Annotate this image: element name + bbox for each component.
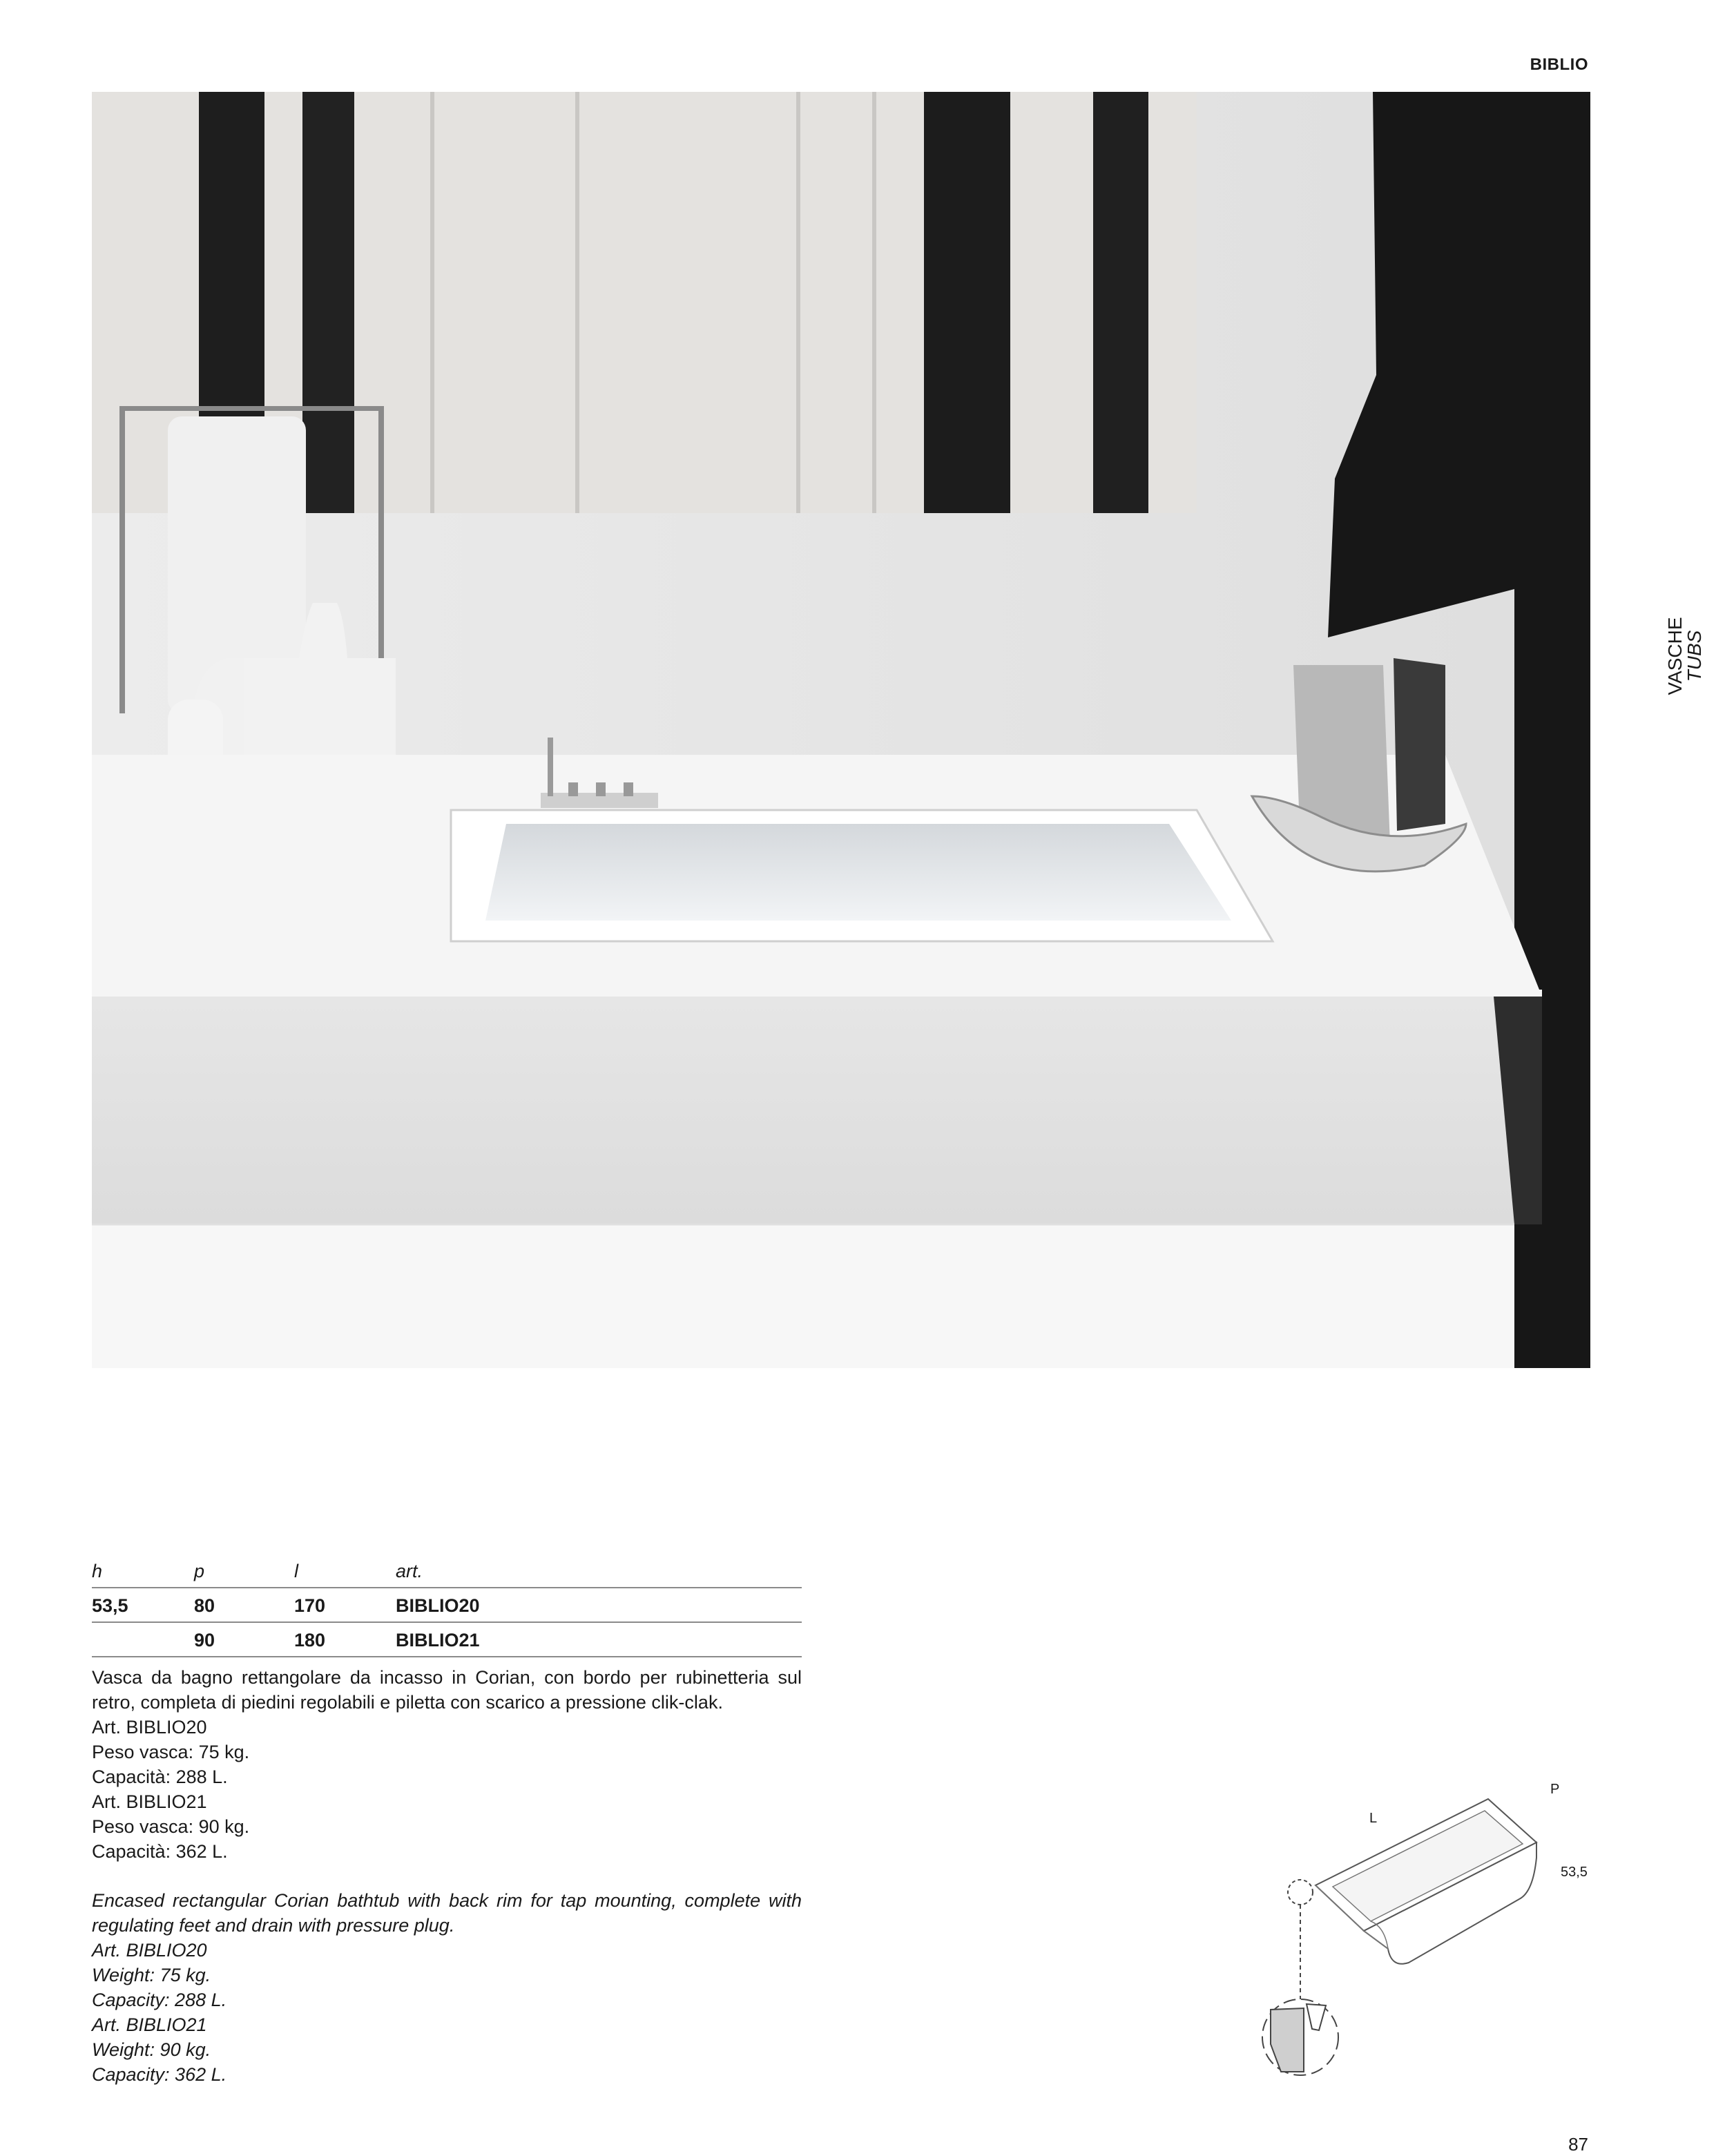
label-length: L xyxy=(1369,1811,1378,1826)
description-line: Weight: 75 kg. xyxy=(92,1965,211,1985)
description-italian xyxy=(92,1665,802,1864)
description-line: Peso vasca: 75 kg. xyxy=(92,1742,250,1762)
description-line: Art. BIBLIO21 xyxy=(92,2014,207,2035)
cell-h: 53,5 xyxy=(92,1595,128,1616)
description-line: Art. BIBLIO20 xyxy=(92,1717,207,1738)
section-tab-it: VASCHE xyxy=(1664,617,1686,695)
spec-table-header xyxy=(92,1554,802,1587)
page-number: 87 xyxy=(1568,2134,1588,2155)
spec-table xyxy=(92,1554,802,1657)
cell-p: 80 xyxy=(194,1595,215,1616)
description-line: Capacità: 362 L. xyxy=(92,1841,228,1862)
label-height: 53,5 xyxy=(1561,1865,1588,1880)
description-line: Art. BIBLIO20 xyxy=(92,1940,207,1961)
technical-diagram xyxy=(1250,1768,1616,2086)
description-line: Capacità: 288 L. xyxy=(92,1767,228,1787)
table-divider xyxy=(92,1656,802,1657)
cell-p: 90 xyxy=(194,1630,215,1650)
cell-art: BIBLIO21 xyxy=(396,1630,480,1650)
description-line: Capacity: 362 L. xyxy=(92,2064,227,2085)
product-photo xyxy=(92,92,1590,1368)
description-line: Peso vasca: 90 kg. xyxy=(92,1816,250,1837)
description-english xyxy=(92,1888,802,2087)
bathtub-diagram-icon xyxy=(1250,1768,1616,2086)
header-p: p xyxy=(194,1561,205,1581)
section-tab-en: TUBS xyxy=(1684,630,1705,682)
description-line: Capacity: 288 L. xyxy=(92,1990,227,2010)
cell-l: 170 xyxy=(294,1595,326,1616)
description-paragraph: Encased rectangular Corian bathtub with back rim for tap mounting, complete with regulating feet and drain with pressure plug. xyxy=(92,1890,802,1936)
cell-l: 180 xyxy=(294,1630,326,1650)
description-paragraph: Vasca da bagno rettangolare da incasso in Corian, con bordo per rubinetteria sul retro, completa di piedini regolabili e piletta con scarico a pressione clik-clak. xyxy=(92,1667,802,1713)
header-l: l xyxy=(294,1561,298,1581)
description-line: Art. BIBLIO21 xyxy=(92,1791,207,1812)
table-row xyxy=(92,1588,802,1621)
description-line: Weight: 90 kg. xyxy=(92,2039,211,2060)
section-tab xyxy=(1644,615,1725,697)
label-depth: P xyxy=(1550,1782,1560,1797)
cell-art: BIBLIO20 xyxy=(396,1595,480,1616)
header-art: art. xyxy=(396,1561,423,1581)
header-h: h xyxy=(92,1561,103,1581)
table-row xyxy=(92,1623,802,1656)
brand-title: BIBLIO xyxy=(1530,55,1588,74)
